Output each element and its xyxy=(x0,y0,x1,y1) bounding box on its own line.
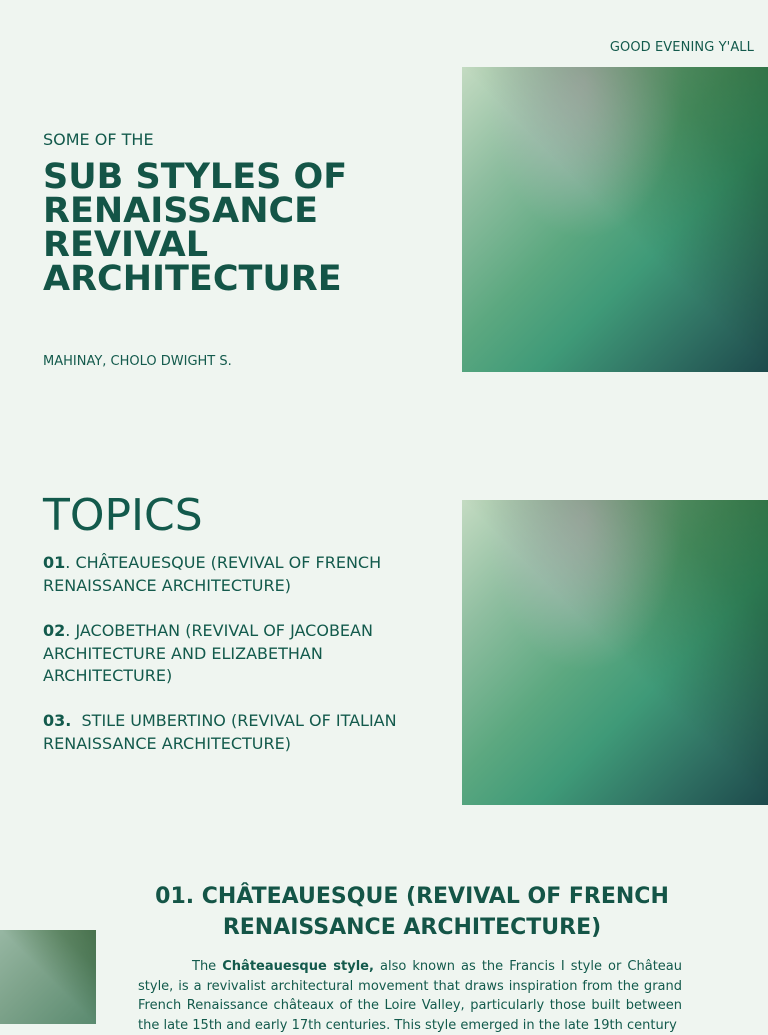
topic-label: CHÂTEAUESQUE (REVIVAL OF FRENCH RENAISSANCE ARCHITECTURE) xyxy=(43,553,382,595)
topic-number: 01 xyxy=(43,553,66,572)
topics-heading: TOPICS xyxy=(43,490,203,541)
topic-number: 03. xyxy=(43,711,72,730)
section-image xyxy=(0,930,96,1024)
topic-label: STILE UMBERTINO (REVIVAL OF ITALIAN RENAISSANCE ARCHITECTURE) xyxy=(43,711,397,753)
author-name: MAHINAY, CHOLO DWIGHT S. xyxy=(43,354,232,369)
topic-item-01 xyxy=(43,552,443,597)
topic-separator: . xyxy=(65,553,76,572)
cover-kicker: SOME OF THE xyxy=(43,130,154,149)
topic-number: 02 xyxy=(43,621,66,640)
topic-separator: . xyxy=(65,621,76,640)
paragraph-body: also known as the Francis I style or Château style, is a revivalist architectural movement that draws inspiration from the grand French Renaissance châteaux of the Loire Valley, particularly those built between the late 15th and early 17th centuries. This style emerged in the late 19th century xyxy=(138,959,682,1033)
topic-separator xyxy=(71,711,81,730)
greeting-text: GOOD EVENING Y'ALL xyxy=(609,40,754,55)
topics-image xyxy=(462,500,768,805)
topic-label: JACOBETHAN (REVIVAL OF JACOBEAN ARCHITECTURE AND ELIZABETHAN ARCHITECTURE) xyxy=(43,621,373,685)
page-title: SUB STYLES OF RENAISSANCE REVIVAL ARCHITECTURE xyxy=(43,157,348,299)
paragraph-emphasis: Châteauesque style, xyxy=(222,959,374,974)
cover-image xyxy=(462,67,768,372)
section-title: 01. CHÂTEAUESQUE (REVIVAL OF FRENCH RENAISSANCE ARCHITECTURE) xyxy=(155,884,669,940)
paragraph-lead: The xyxy=(192,959,223,974)
topic-item-02 xyxy=(43,620,443,688)
topic-item-03 xyxy=(43,710,443,755)
section-paragraph xyxy=(138,957,682,1035)
